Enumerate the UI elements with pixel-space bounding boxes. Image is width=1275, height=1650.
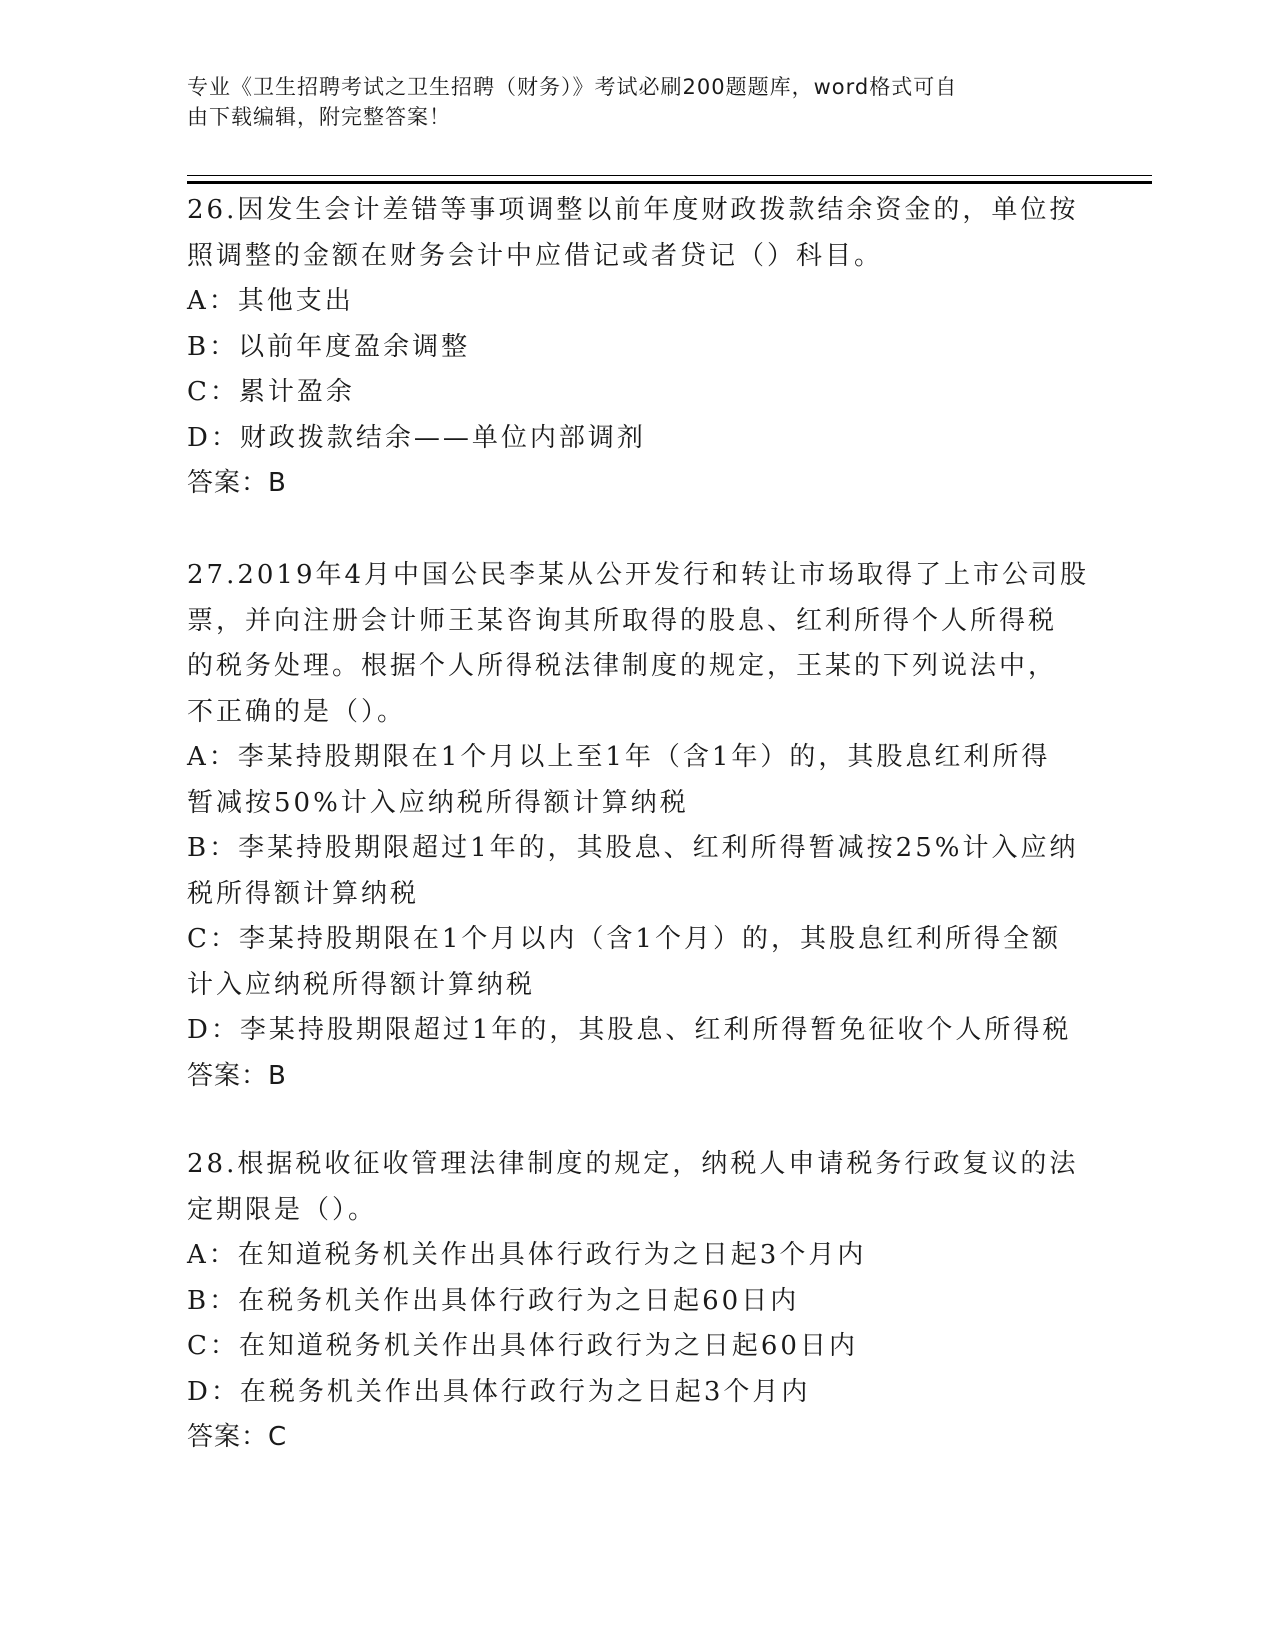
question-stem-line: 票，并向注册会计师王某咨询其所取得的股息、红利所得个人所得税: [187, 605, 1058, 636]
question-stem-line: 不正确的是（）。: [187, 696, 407, 727]
option-b: B：以前年度盈余调整: [187, 331, 471, 362]
question-stem-line: 照调整的金额在财务会计中应借记或者贷记（）科目。: [187, 240, 884, 271]
option-b: B：在税务机关作出具体行政行为之日起60日内: [187, 1285, 800, 1316]
header-divider-thin: [187, 175, 1152, 176]
option-b-continued: 税所得额计算纳税: [187, 878, 420, 909]
option-b: B：李某持股期限超过1年的，其股息、红利所得暂减按25%计入应纳: [187, 833, 1079, 863]
option-a-continued: 暂减按50%计入应纳税所得额计算纳税: [187, 787, 689, 818]
question-stem-line: 26.因发生会计差错等事项调整以前年度财政拨款结余资金的，单位按: [187, 195, 1079, 225]
option-a: A：李某持股期限在1个月以上至1年（含1年）的，其股息红利所得: [187, 742, 1051, 772]
header-line-1: 专业《卫生招聘考试之卫生招聘（财务）》考试必刷200题题库，word格式可自: [187, 75, 958, 99]
answer-line: 答案：C: [187, 1422, 288, 1452]
document-header: [187, 72, 1067, 132]
option-d: D：李某持股期限超过1年的，其股息、红利所得暂免征收个人所得税: [187, 1015, 1072, 1045]
question-stem-line: 28.根据税收征收管理法律制度的规定，纳税人申请税务行政复议的法: [187, 1149, 1079, 1179]
option-a: A：在知道税务机关作出具体行政行为之日起3个月内: [187, 1240, 867, 1270]
header-line-2: 由下载编辑，附完整答案！: [187, 105, 451, 129]
answer-line: 答案：B: [187, 468, 287, 498]
question-28: [187, 1142, 1087, 1461]
option-c-continued: 计入应纳税所得额计算纳税: [187, 969, 536, 1000]
option-c: C：李某持股期限在1个月以内（含1个月）的，其股息红利所得全额: [187, 924, 1061, 954]
option-c: C：累计盈余: [187, 377, 355, 407]
option-c: C：在知道税务机关作出具体行政行为之日起60日内: [187, 1331, 858, 1361]
option-d: D：在税务机关作出具体行政行为之日起3个月内: [187, 1376, 811, 1407]
question-27: [187, 553, 1090, 1099]
option-d: D：财政拨款结余——单位内部调剂: [187, 422, 646, 453]
header-divider-thick: [187, 181, 1152, 184]
question-stem-line: 的税务处理。根据个人所得税法律制度的规定，王某的下列说法中，: [187, 651, 1058, 681]
answer-line: 答案：B: [187, 1060, 287, 1091]
question-stem-line: 定期限是（）。: [187, 1194, 378, 1225]
question-26: [187, 188, 1087, 507]
question-stem-line: 27.2019年4月中国公民李某从公开发行和转让市场取得了上市公司股: [187, 560, 1090, 590]
option-a: A：其他支出: [187, 286, 354, 316]
